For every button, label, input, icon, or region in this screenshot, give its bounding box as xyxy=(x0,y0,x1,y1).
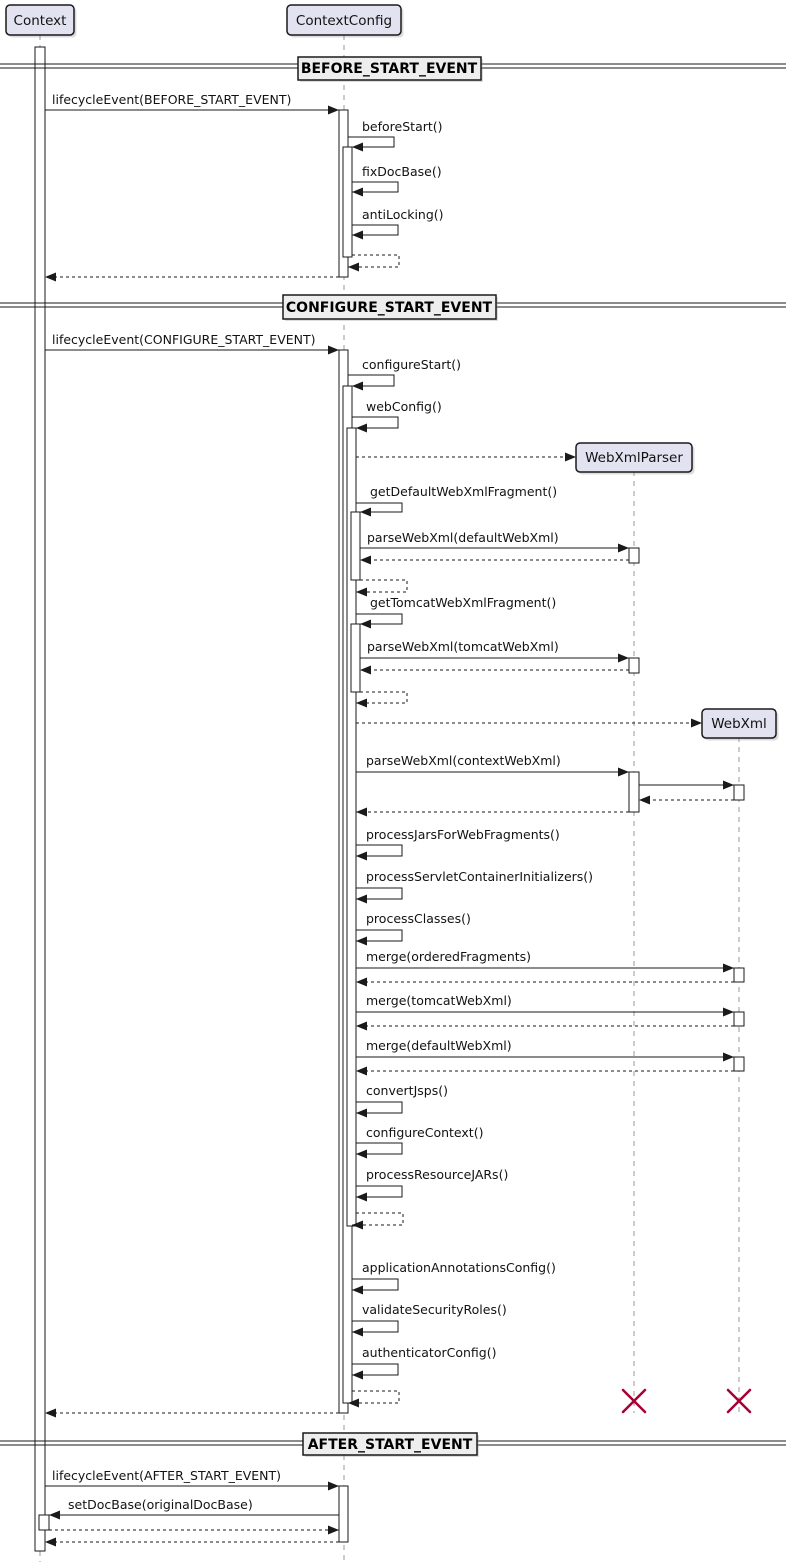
self-message-arrow xyxy=(352,1364,398,1375)
message-label: authenticatorConfig() xyxy=(362,1345,497,1360)
self-message-arrow xyxy=(356,930,402,941)
message-label: processServletContainerInitializers() xyxy=(366,869,594,884)
self-message-arrow xyxy=(352,225,398,235)
activation-webxml-4 xyxy=(734,1057,744,1071)
message-label: convertJsps() xyxy=(366,1083,448,1098)
message-label: webConfig() xyxy=(366,399,442,414)
message-label: getTomcatWebXmlFragment() xyxy=(370,595,557,610)
message-label: merge(orderedFragments) xyxy=(366,949,532,964)
self-message-arrow xyxy=(356,888,402,899)
activation-contextconfig-after xyxy=(339,1486,348,1542)
self-message-arrow xyxy=(352,1321,398,1332)
message-label: lifecycleEvent(CONFIGURE_START_EVENT) xyxy=(52,332,316,347)
message-label: parseWebXml(contextWebXml) xyxy=(366,753,561,768)
self-message-arrow xyxy=(348,137,394,147)
message-label: processResourceJARs() xyxy=(366,1167,509,1182)
self-message-arrow xyxy=(356,1143,402,1154)
message-label: lifecycleEvent(BEFORE_START_EVENT) xyxy=(52,92,292,107)
self-message-arrow xyxy=(352,1279,398,1290)
self-message-arrow xyxy=(356,1186,402,1197)
divider-label: AFTER_START_EVENT xyxy=(307,1437,473,1453)
participant-label: WebXmlParser xyxy=(585,450,683,466)
self-message-arrow xyxy=(352,182,398,192)
message-label: configureContext() xyxy=(366,1125,484,1140)
message-label: merge(defaultWebXml) xyxy=(366,1038,512,1053)
message-label: setDocBase(originalDocBase) xyxy=(68,1497,253,1512)
self-message-arrow xyxy=(356,1102,402,1113)
participant-label: WebXml xyxy=(711,716,767,732)
self-message-arrow xyxy=(356,614,402,624)
activation-context-setdocbase xyxy=(39,1515,49,1530)
message-label: parseWebXml(tomcatWebXml) xyxy=(367,639,559,654)
self-return-arrow xyxy=(356,692,407,703)
self-message-arrow xyxy=(356,845,402,856)
activation-webxml-2 xyxy=(734,968,744,982)
message-label: getDefaultWebXmlFragment() xyxy=(370,484,558,499)
self-message-arrow xyxy=(352,417,398,428)
participant-label: ContextConfig xyxy=(295,13,393,29)
activation-webxml-3 xyxy=(734,1012,744,1026)
messages-configure-section xyxy=(45,332,734,1413)
divider-label: CONFIGURE_START_EVENT xyxy=(285,300,493,316)
messages-before-section xyxy=(45,92,444,277)
self-message-arrow xyxy=(356,503,402,512)
self-return-arrow xyxy=(356,580,407,592)
activation-webxmlparser-1 xyxy=(629,548,639,563)
message-label: beforeStart() xyxy=(362,119,443,134)
message-label: applicationAnnotationsConfig() xyxy=(362,1260,556,1275)
message-label: parseWebXml(defaultWebXml) xyxy=(367,530,559,545)
participant-heads xyxy=(6,5,779,741)
activation-webxmlparser-3 xyxy=(629,772,639,812)
destroy-marks xyxy=(623,1390,750,1412)
activation-contextconfig-gettomcatwebxmlfragment xyxy=(351,624,360,692)
messages-after-section xyxy=(45,1468,339,1542)
message-label: processJarsForWebFragments() xyxy=(366,827,560,842)
message-label: merge(tomcatWebXml) xyxy=(366,993,512,1008)
activation-bars xyxy=(35,47,744,1551)
activation-webxmlparser-2 xyxy=(629,658,639,673)
activation-contextconfig-before-inner xyxy=(343,147,352,257)
message-label: fixDocBase() xyxy=(362,164,442,179)
self-return-arrow xyxy=(348,255,399,267)
activation-contextconfig-getdefaultwebxmlfragment xyxy=(351,512,360,580)
activation-webxml-1 xyxy=(734,785,744,800)
message-label: validateSecurityRoles() xyxy=(362,1302,507,1317)
message-label: processClasses() xyxy=(366,911,471,926)
message-label: configureStart() xyxy=(362,357,462,372)
message-label: antiLocking() xyxy=(362,207,444,222)
activation-context-main xyxy=(35,47,45,1551)
participant-label: Context xyxy=(13,13,67,29)
self-return-arrow xyxy=(348,1391,399,1403)
self-message-arrow xyxy=(348,375,394,386)
divider-label: BEFORE_START_EVENT xyxy=(300,61,478,77)
message-label: lifecycleEvent(AFTER_START_EVENT) xyxy=(52,1468,282,1483)
self-return-arrow xyxy=(352,1213,403,1225)
